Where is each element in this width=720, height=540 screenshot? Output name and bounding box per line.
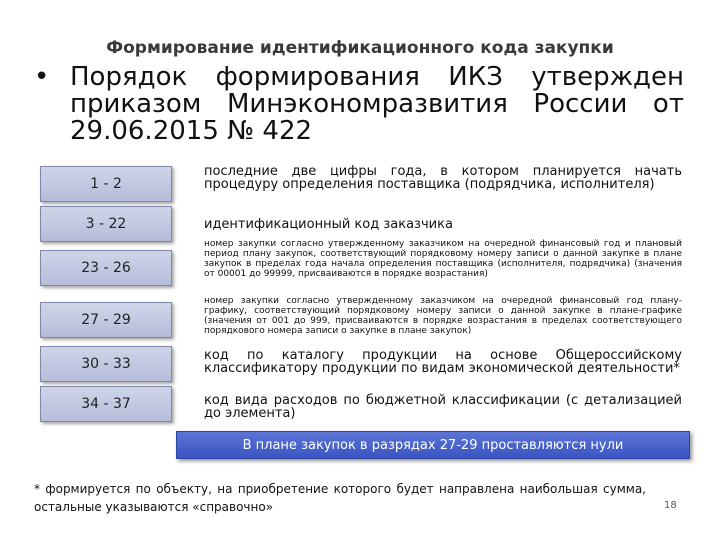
code-description: идентификационный код заказчика [204,217,453,232]
bullet-point [36,64,684,145]
code-range-box: 27 - 29 [40,302,172,338]
code-range-box: 3 - 22 [40,206,172,242]
code-range-box: 34 - 37 [40,386,172,422]
code-range-box: 23 - 26 [40,250,172,286]
code-range-box: 30 - 33 [40,346,172,382]
code-range-box: 1 - 2 [40,166,172,202]
slide-title: Формирование идентификационного кода закупки [106,38,614,58]
page-number: 18 [664,500,677,511]
code-description: код по каталогу продукции на основе Общероссийскому классификатору продукции по видам экономической деятельности* [204,348,682,376]
code-description: последние две цифры года, в котором планируется начать процедуру определения поставщика (подрядчика, исполнителя) [204,164,682,192]
footnote: * формируется по объекту, на приобретение которого будет направлена наибольшая сумма, остальные указываются «справочно» [34,482,646,514]
bullet-text: Порядок формирования ИКЗ утвержден приказом Минэкономразвития России от 29.06.2015 № 422 [70,62,684,146]
code-description: номер закупки согласно утвержденному заказчиком на очередной финансовый год и плановый период плану закупок, соответствующий порядковому номеру записи о данной закупке в плане закупок в пределах года начала определения поставщика (исполнителя, подрядчика) (значения от 00001 до 99999, присваиваются в порядке возрастания) [204,239,682,279]
code-description: код вида расходов по бюджетной классификации (с детализацией до элемента) [204,393,682,421]
zeros-notice-banner: В плане закупок в разрядах 27-29 проставляются нули [176,431,690,459]
code-description: номер закупки согласно утвержденному заказчиком на очередной финансовый год плану-графику, соответствующий порядковому номеру записи о данной закупке в плане-графике (значения от 001 до 999, присваиваются в порядке возрастания в пределах соответствующего порядкового номера записи о закупке в плане закупок) [204,296,682,336]
bullet-marker: • [34,62,50,92]
